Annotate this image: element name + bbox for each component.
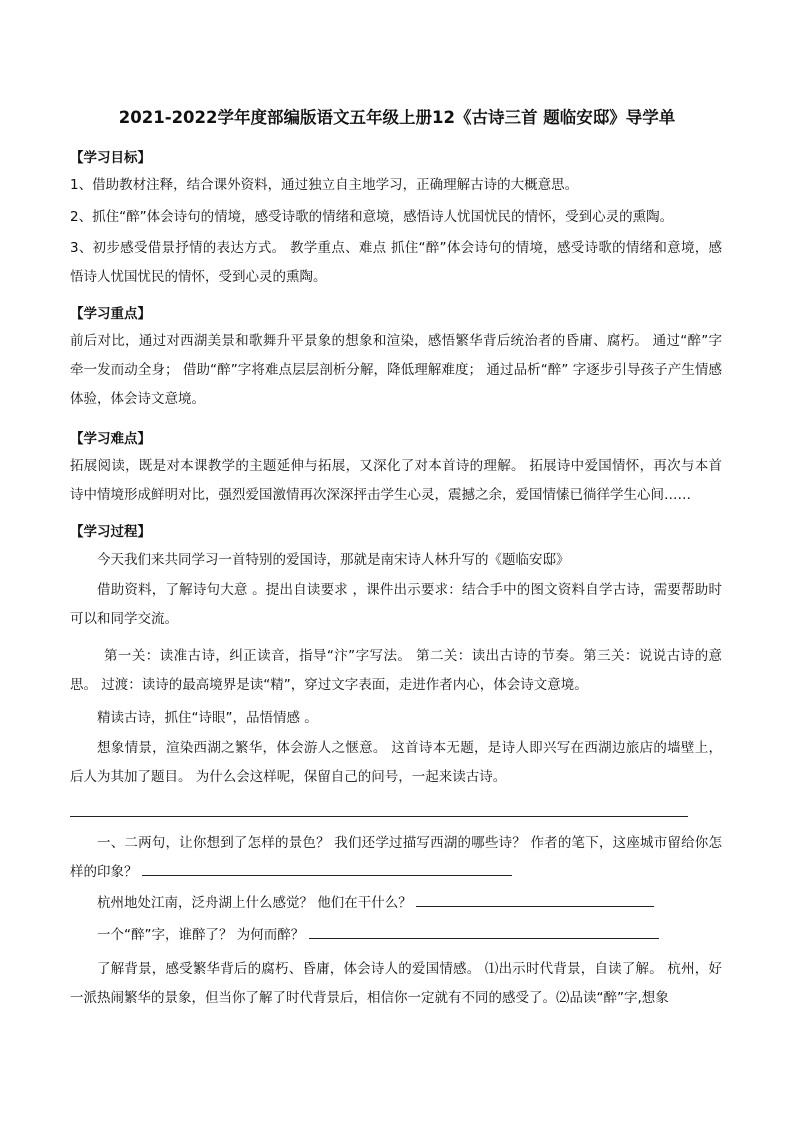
difficulties-text: 拓展阅读，既是对本课教学的主题延伸与拓展，又深化了对本首诗的理解。 拓展诗中爱国情怀，再次与本首诗中情境形成鲜明对比，强烈爱国激情再次深深抨击学生心灵，震撼之余，爱国情愫已徜徉学生心间……	[70, 458, 722, 503]
process-levels: 第一关：读准古诗，纠正读音，指导“汴”字写法。 第二关：读出古诗的节奏。第三关：说说古诗的意思。 过渡：读诗的最高境界是读“精”，穿过文字表面，走进作者内心，体会诗文意境。	[70, 648, 722, 693]
question-1	[70, 829, 722, 887]
process-imagine-scene: 想象情景，渲染西湖之繁华，体会游人之惬意。 这首诗本无题，是诗人即兴写在西湖边旅店的墙壁上，后人为其加了题目。 为什么会这样呢，保留自己的问号，一起来读古诗。	[70, 740, 722, 785]
answer-line[interactable]	[70, 816, 688, 817]
goal-item-2: 2、抓住“醉”体会诗句的情境，感受诗歌的情绪和意境，感悟诗人忧国忧民的情怀，受到心灵的熏陶。	[70, 209, 674, 225]
process-close-reading: 精读古诗，抓住“诗眼”，品悟情感 。	[97, 710, 318, 726]
document-title: 2021-2022学年度部编版语文五年级上册12《古诗三首 题临安邸》导学单	[118, 108, 676, 127]
heading-process: 【学习过程】	[70, 524, 151, 540]
heading-learning-goals: 【学习目标】	[70, 150, 151, 166]
answer-blank-3[interactable]	[309, 924, 659, 939]
key-points-text: 前后对比，通过对西湖美景和歌舞升平景象的想象和渲染，感悟繁华背后统治者的昏庸、腐朽。 通过“醉”字牵一发而动全身； 借助“醉”字将难点层层剖析分解，降低理解难度； 通过品析“醉” 字逐步引导孩子产生情感体验，体会诗文意境。	[70, 333, 722, 407]
question-2	[70, 889, 722, 918]
question-1-text: 一、二两句，让你想到了怎样的景色？ 我们还学过描写西湖的哪些诗？ 作者的笔下，这座城市留给你怎样的印象？	[70, 835, 722, 880]
process-background: 了解背景，感受繁华背后的腐朽、昏庸，体会诗人的爱国情感。 ⑴出示时代背景，自读了解。 杭州，好一派热闹繁华的景象，但当你了解了时代背景后，相信你一定就有不同的感受了。⑵品读“醉”字,想象	[70, 961, 722, 1006]
process-intro: 今天我们来共同学习一首特别的爱国诗，那就是南宋诗人林升写的《题临安邸》	[97, 552, 570, 568]
question-3-text: 一个“醉”字，谁醉了？ 为何而醉？	[97, 927, 305, 943]
question-3	[70, 921, 722, 950]
goal-item-1: 1、借助教材注释，结合课外资料，通过独立自主地学习，正确理解古诗的大概意思。	[70, 177, 579, 193]
answer-blank-1[interactable]	[142, 861, 512, 876]
question-2-text: 杭州地处江南，泛舟湖上什么感觉？ 他们在干什么？	[97, 895, 412, 911]
answer-blank-2[interactable]	[416, 892, 654, 907]
process-reading-guide: 借助资料，了解诗句大意 。提出自读要求 ，课件出示要求：结合手中的图文资料自学古诗，需要帮助时可以和同学交流。	[70, 582, 722, 627]
heading-difficulties: 【学习难点】	[70, 431, 151, 447]
goal-item-3: 3、初步感受借景抒情的表达方式。 教学重点、难点 抓住“醉”体会诗句的情境，感受诗歌的情绪和意境，感悟诗人忧国忧民的情怀，受到心灵的熏陶。	[70, 240, 722, 285]
heading-key-points: 【学习重点】	[70, 306, 151, 322]
